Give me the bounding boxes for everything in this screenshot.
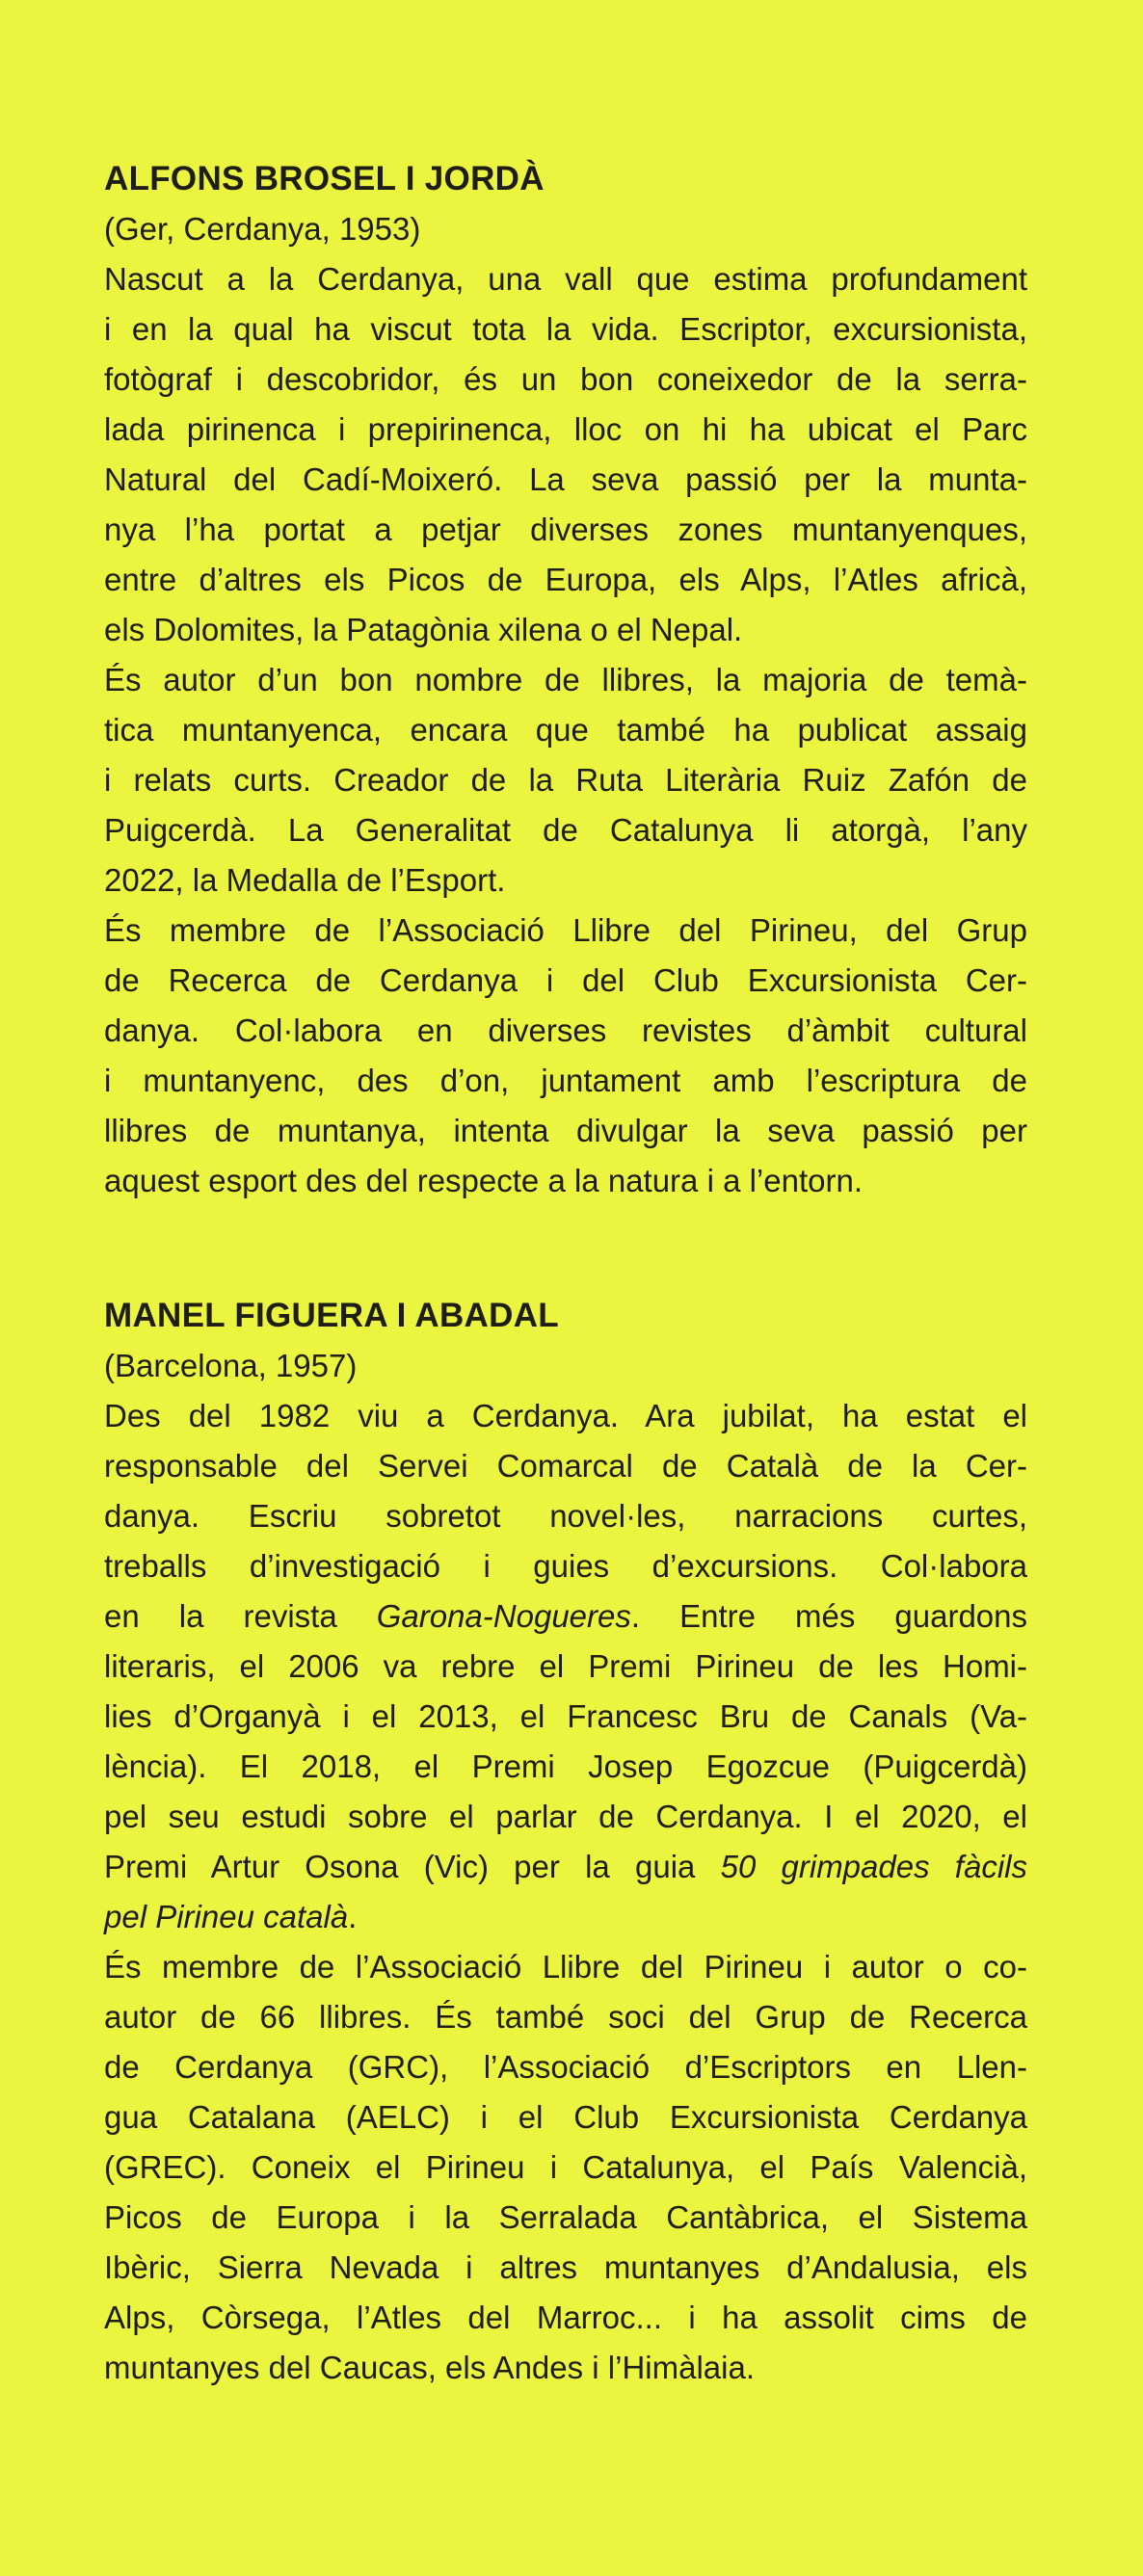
- bio-paragraph: [104, 254, 1027, 655]
- text-line: danya. Col·labora en diverses revistes d’àmbit cultural: [104, 1012, 1027, 1048]
- text-line: Natural del Cadí-Moixeró. La seva passió per la munta-: [104, 461, 1027, 497]
- book-title: pel Pirineu català: [104, 1899, 349, 1934]
- text-line: llibres de muntanya, intenta divulgar la seva passió per: [104, 1113, 1027, 1148]
- author-name: MANEL FIGUERA I ABADAL: [104, 1297, 559, 1334]
- text-line: [104, 1892, 1027, 1942]
- text-line: autor de 66 llibres. És també soci del Grup de Recerca: [104, 1999, 1027, 2035]
- text-line: nya l’ha portat a petjar diverses zones muntanyenques,: [104, 512, 1027, 547]
- author-bio-manel-figuera: [104, 1291, 1027, 2393]
- text-line: [104, 1591, 1027, 1642]
- text-line: És membre de l’Associació Llibre del Pirineu, del Grup: [104, 912, 1027, 948]
- text-line: És membre de l’Associació Llibre del Pirineu i autor o co-: [104, 1949, 1027, 1985]
- text-line: lència). El 2018, el Premi Josep Egozcue (Puigcerdà): [104, 1748, 1027, 1784]
- text-run: Premi Artur Osona (Vic) per la guia: [104, 1849, 721, 1884]
- book-title: 50 grimpades fàcils: [720, 1849, 1027, 1884]
- text-line: tica muntanyenca, encara que també ha publicat assaig: [104, 712, 1027, 748]
- text-line: Puigcerdà. La Generalitat de Catalunya li atorgà, l’any: [104, 812, 1027, 848]
- text-run: . Entre més guardons: [630, 1598, 1027, 1634]
- text-line: i relats curts. Creador de la Ruta Literària Ruiz Zafón de: [104, 762, 1027, 798]
- text-line: aquest esport des del respecte a la natura i a l’entorn.: [104, 1163, 863, 1198]
- text-line: muntanyes del Caucas, els Andes i l’Himàlaia.: [104, 2350, 756, 2385]
- author-origin: (Ger, Cerdanya, 1953): [104, 211, 421, 247]
- text-line: És autor d’un bon nombre de llibres, la majoria de temà-: [104, 662, 1027, 697]
- text-line: fotògraf i descobridor, és un bon coneixedor de la serra-: [104, 361, 1027, 397]
- author-name: ALFONS BROSEL I JORDÀ: [104, 160, 545, 197]
- author-origin: (Barcelona, 1957): [104, 1348, 358, 1383]
- text-run: .: [348, 1899, 358, 1934]
- text-line: lies d’Organyà i el 2013, el Francesc Bru de Canals (Va-: [104, 1698, 1027, 1734]
- text-line: (GREC). Coneix el Pirineu i Catalunya, el País Valencià,: [104, 2149, 1027, 2185]
- text-line: entre d’altres els Picos de Europa, els Alps, l’Atles africà,: [104, 562, 1027, 597]
- journal-title: Garona-Nogueres: [376, 1598, 631, 1634]
- text-line: literaris, el 2006 va rebre el Premi Pirineu de les Homi-: [104, 1648, 1027, 1684]
- text-line: 2022, la Medalla de l’Esport.: [104, 862, 506, 898]
- text-line: Nascut a la Cerdanya, una vall que estima profundament: [104, 261, 1027, 297]
- text-line: lada pirinenca i prepirinenca, lloc on hi ha ubicat el Parc: [104, 411, 1027, 447]
- text-line: Ibèric, Sierra Nevada i altres muntanyes d’Andalusia, els: [104, 2249, 1027, 2285]
- text-line: [104, 1842, 1027, 1892]
- text-line: responsable del Servei Comarcal de Català de la Cer-: [104, 1448, 1027, 1484]
- text-run: en la revista: [104, 1598, 377, 1634]
- text-line: Des del 1982 viu a Cerdanya. Ara jubilat, ha estat el: [104, 1398, 1027, 1433]
- text-line: gua Catalana (AELC) i el Club Excursionista Cerdanya: [104, 2099, 1027, 2135]
- bio-paragraph: [104, 655, 1027, 906]
- text-line: pel seu estudi sobre el parlar de Cerdanya. I el 2020, el: [104, 1799, 1027, 1834]
- bio-paragraph: [104, 1942, 1027, 2393]
- author-bio-alfons-brosel: [104, 154, 1027, 1206]
- text-line: Picos de Europa i la Serralada Cantàbrica, el Sistema: [104, 2199, 1027, 2235]
- text-line: de Recerca de Cerdanya i del Club Excursionista Cer-: [104, 962, 1027, 998]
- bio-paragraph: [104, 906, 1027, 1206]
- text-line: de Cerdanya (GRC), l’Associació d’Escriptors en Llen-: [104, 2049, 1027, 2085]
- text-line: treballs d’investigació i guies d’excursions. Col·labora: [104, 1548, 1027, 1584]
- text-line: Alps, Còrsega, l’Atles del Marroc... i ha assolit cims de: [104, 2300, 1027, 2335]
- text-line: i muntanyenc, des d’on, juntament amb l’escriptura de: [104, 1063, 1027, 1098]
- text-line: danya. Escriu sobretot novel·les, narracions curtes,: [104, 1498, 1027, 1534]
- text-line: i en la qual ha viscut tota la vida. Escriptor, excursionista,: [104, 311, 1027, 347]
- text-line: els Dolomites, la Patagònia xilena o el Nepal.: [104, 612, 743, 647]
- bio-paragraph: [104, 1391, 1027, 1942]
